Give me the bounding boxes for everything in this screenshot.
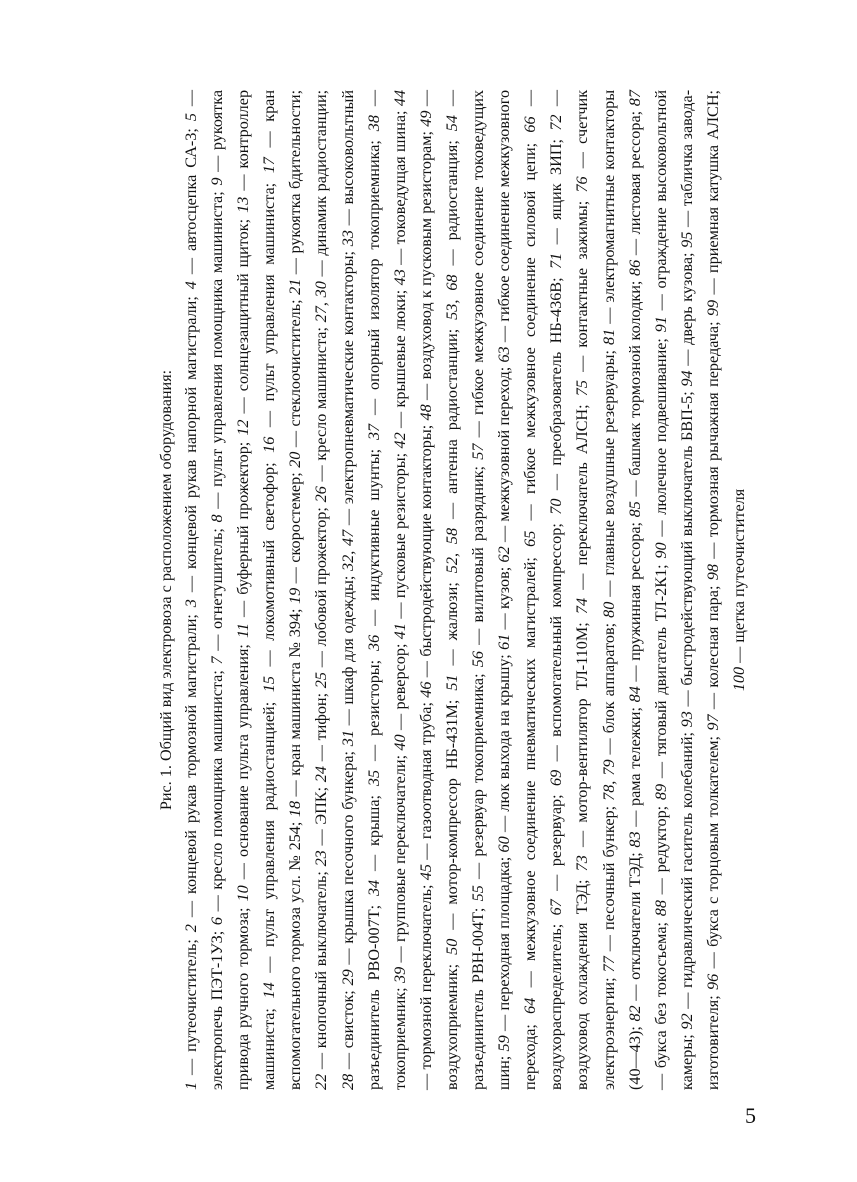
legend-item-number: 62 <box>495 546 514 563</box>
legend-item: 3 — концевой рукав напорной магистрали; <box>182 289 200 608</box>
legend-item: 5 — электропечь ПЭТ-1УЗ; <box>182 89 227 1090</box>
legend-item-number: 80 <box>599 601 618 618</box>
legend-item: 32, 47 — электропневматические контакторы; <box>338 246 357 571</box>
legend-item-text: отключатели ТЭД <box>625 856 644 980</box>
legend-item-number: 67 <box>547 899 566 916</box>
legend-item-text: дверь кузова <box>677 256 696 345</box>
legend-item-text: тяговый двигатель ТЛ-2К1 <box>651 568 670 757</box>
legend-item-text: кузов <box>495 571 514 610</box>
legend-item-text: рукоятка бдительности <box>286 94 305 254</box>
legend-item-number: 82 <box>625 1005 644 1022</box>
legend-item-text: кран вспомогательного тормоза усл. № 254 <box>260 89 305 1090</box>
legend-item: 75 — контактные зажимы; <box>573 192 592 397</box>
legend-item-number: 64 <box>521 997 540 1014</box>
legend-item: 40 — реверсор; <box>390 639 409 751</box>
legend-item: 29 — крышка песочного бункера; <box>338 746 357 986</box>
legend-item: 24 — тифон; <box>312 688 331 783</box>
legend-item-number: 13 <box>234 196 253 213</box>
legend-item: 14 — пульт управления радиостанцией; <box>260 692 279 999</box>
legend-item-text: люлечное подвешивание <box>651 342 670 515</box>
legend-item-number: 60 <box>495 836 514 853</box>
legend-item-number: 17 <box>260 157 279 174</box>
legend-item: 87 — букса без токосъема; <box>625 90 670 1090</box>
legend-item-text: пульт управления машиниста <box>260 187 279 402</box>
legend-item-text: пусковые резисторы <box>390 457 409 599</box>
legend-item-text: приемная катушка АЛСН <box>703 94 722 274</box>
legend-item-number: 85 <box>625 501 644 518</box>
legend-item: 17 — кран вспомогательного тормоза усл. № 254; <box>260 89 305 1090</box>
legend-item-number: 87 <box>625 90 644 107</box>
legend-item-text: листовая рессора <box>625 115 644 235</box>
legend-item-number: 4 <box>182 281 200 290</box>
legend-item: 80 — главные воздушные резервуары; <box>599 344 618 618</box>
legend-item: 55 — резервуар токоприемника; <box>469 667 488 902</box>
legend-item-text: тормозная рычажная передача <box>703 325 722 538</box>
legend-item-number: 36 <box>364 634 383 651</box>
legend-item-text: реверсор <box>390 648 409 710</box>
legend-item-text: крышевые люки <box>390 294 409 408</box>
legend-item-number: 49 <box>416 110 435 127</box>
legend-item-text: гидравлический гаситель колебаний <box>677 736 696 988</box>
legend-item: 37 — опорный изолятор токоприемника; <box>364 131 383 441</box>
legend-item-text: токоведущая шина <box>390 114 409 245</box>
legend-item-number: 57 <box>469 443 488 460</box>
legend-item-number: 48 <box>416 404 435 421</box>
legend-item-number: 52, 58 <box>442 527 461 574</box>
legend-item: 83 — рама тележки; <box>625 702 644 848</box>
legend-item-number: 35 <box>364 769 383 787</box>
legend-item: 6 — кресло помощника машиниста; <box>208 664 227 926</box>
legend-item-text: ЭПК <box>312 791 331 825</box>
legend-item-text: огнетушитель <box>208 532 227 629</box>
legend-item: 82 — отключатели ТЭД; <box>625 847 644 1022</box>
legend-item: 100 — щетка путеочистителя <box>729 488 748 692</box>
legend-item-number: 32, 47 <box>338 529 357 571</box>
legend-item-number: 7 <box>208 656 227 665</box>
legend-item-text: блок аппаратов <box>599 627 618 734</box>
legend-item: 27, 30 — динамик радиостанции; <box>312 89 331 323</box>
legend-item-text: индуктивные шунты <box>364 453 383 601</box>
legend-item: 85 — башмак тормозной колодки; <box>625 275 644 518</box>
legend-item-text: переходная площадка <box>495 861 514 1011</box>
legend-item-text: преобразователь НБ-436В <box>547 281 566 466</box>
legend-item-number: 74 <box>573 597 592 615</box>
legend-item-number: 90 <box>651 542 670 559</box>
legend-item: 67 — резервуар; <box>547 785 566 916</box>
legend-item-number: 23 <box>312 850 331 867</box>
legend-item-text: газоотводная труба <box>416 706 435 840</box>
legend-item-number: 53, 68 <box>442 274 461 320</box>
legend-item: 90 — люлечное подвешивание; <box>651 332 670 559</box>
legend-item-text: лобовой прожектор <box>312 511 331 647</box>
legend-item-number: 9 <box>208 177 227 186</box>
legend-item-number: 3 <box>182 599 200 608</box>
legend-item-text: воздуховод охлаждения ТЭД <box>573 884 592 1090</box>
legend-item-number: 83 <box>625 831 644 848</box>
legend-item: 86 — листовая рессора; <box>625 106 644 276</box>
legend-item: 43 — токоведущая шина; <box>390 106 409 286</box>
legend-item-number: 28 <box>338 1073 357 1090</box>
legend-item-text: путеочиститель <box>182 943 200 1052</box>
legend-item-number: 75 <box>573 380 592 397</box>
legend-item: 21 — рукоятка бдительности; <box>286 89 305 295</box>
legend-item: 33 — высоковольтный разъединитель РВО-007Т; <box>338 89 383 1090</box>
legend-item-text: мотор-вентилятор ТЛ-110М <box>573 626 592 823</box>
legend-item-text: рукоятка привода ручного тормоза <box>208 89 253 1090</box>
legend-item-text: табличка завода-изготовителя <box>677 89 722 1090</box>
legend-item-text: пружинная рессора <box>625 526 644 661</box>
legend-item-text: пульт управления радиостанцией <box>260 706 279 948</box>
legend-item-number: 18 <box>286 800 305 818</box>
legend-item-text: буферный прожектор <box>234 446 253 595</box>
legend-item-text: высоковольтный разъединитель РВО-007Т <box>338 89 383 1090</box>
legend-item-number: 16 <box>260 436 279 453</box>
legend-item-number: 93 <box>677 711 696 728</box>
legend-item-text: воздухоприемник <box>442 968 461 1090</box>
legend-item: 39 — групповые переключатели; <box>390 750 409 984</box>
legend-item-number: 21 <box>286 278 305 295</box>
legend-item: 9 — рукоятка привода ручного тормоза; <box>208 89 253 1090</box>
legend-item: 1 — путеочиститель; <box>182 932 200 1090</box>
legend-item-text: вспомогательный компрессор <box>547 527 566 737</box>
legend-item: 36 — индуктивные шунты; <box>364 440 383 651</box>
legend-item-number: 15 <box>260 676 279 693</box>
legend-item: 57 — гибкое межкузовное соединение токоведущих шин; <box>469 89 514 1090</box>
legend-item-number: 2 <box>182 924 200 933</box>
legend-item: 61 — кузов; <box>495 562 514 650</box>
page-number: 5 <box>745 1103 756 1128</box>
legend-item-number: 41 <box>390 623 409 640</box>
legend-item: 95 — табличка завода-изготовителя; <box>677 89 722 1090</box>
legend-item: 77 — песочный бункер; <box>599 800 618 973</box>
legend-item-text: электропневматические контакторы <box>338 255 357 505</box>
legend-item: 78, 79 — блок аппаратов; <box>599 617 618 801</box>
legend-item: 45 — газоотводная труба; <box>416 697 435 881</box>
legend-item-number: 19 <box>286 587 305 604</box>
legend-item: 42 — крышевые люки; <box>390 285 409 449</box>
legend-item-number: 51 <box>442 674 461 691</box>
legend-item: 23 — ЭПК; <box>312 782 331 867</box>
legend-item: 99 — приемная катушка АЛСН; <box>703 89 722 317</box>
legend-item-text: колесная пара <box>703 590 722 688</box>
legend-item-text: концевой рукав тормозной магистрали <box>182 618 200 895</box>
legend-item-number: 14 <box>260 982 279 999</box>
legend-item: 56 — вилитовый разрядник; <box>469 459 488 668</box>
legend-item-number: 55 <box>469 885 488 902</box>
legend-item-number: 70 <box>547 498 566 515</box>
legend-item-text: щетка путеочистителя <box>729 488 748 643</box>
legend-item-number: 86 <box>625 259 644 276</box>
legend-item-number: 12 <box>234 419 253 436</box>
legend-item: 48 — воздуховод к пусковым резисторам; <box>416 126 435 421</box>
legend-item-text: солнцезащитный щиток <box>234 223 253 392</box>
legend-item-number: 37 <box>364 423 383 441</box>
legend-item-number: 42 <box>390 432 409 449</box>
legend-item-number: 50 <box>442 938 461 955</box>
legend-item-number: 92 <box>677 1013 696 1030</box>
legend-item: 8 — пульт управления помощника машиниста; <box>208 185 227 523</box>
legend-item: 71 — ящик ЗИП; <box>547 130 566 269</box>
legend-item-text: межкузовное соединение пневматических магистралей <box>521 561 540 961</box>
legend-item-text: шкаф для одежды <box>338 580 357 705</box>
legend-item: 26 — кресло машиниста; <box>312 322 331 503</box>
legend-item: 28 — свисток; <box>338 985 357 1090</box>
legend-item-text: главные воздушные резервуары <box>599 354 618 576</box>
legend-item-number: 77 <box>599 956 618 973</box>
legend-item-number: 45 <box>416 864 435 881</box>
legend-item: 13 — контроллер машиниста; <box>234 89 279 1090</box>
legend-item: 25 — лобовой прожектор; <box>312 502 331 689</box>
legend-item-number: 81 <box>599 328 618 345</box>
legend-item-text: резервуар <box>547 798 566 867</box>
legend-item: 93 — быстродействующий выключатель БВП-5; <box>677 386 696 728</box>
legend-item: 97 — колесная пара; <box>703 580 722 731</box>
legend-item-number: 91 <box>651 316 670 333</box>
legend-item-text: кресло машиниста <box>312 331 331 461</box>
legend-item-number: 69 <box>547 769 566 786</box>
legend-item: 10 — основание пульта управления; <box>234 638 253 902</box>
legend-item: 96 — букса с торцовым толкателем; <box>703 730 722 990</box>
legend-item-text: рама тележки <box>625 711 644 806</box>
legend-item: 74 — переключатель АЛСН; <box>573 396 592 615</box>
legend-item: 2 — концевой рукав тормозной магистрали; <box>182 607 200 933</box>
legend-item: 7 — огнетушитель; <box>208 522 227 665</box>
legend-item-number: 27, 30 <box>312 281 331 323</box>
legend-item-number: 88 <box>651 900 670 917</box>
legend-item-number: 33 <box>338 230 357 247</box>
legend-item-text: букса с торцовым толкателем <box>703 740 722 947</box>
legend-item-text: быстродействующие контакторы <box>416 429 435 657</box>
legend-item-text: редуктор <box>651 810 670 873</box>
legend-item-text: свисток <box>338 994 357 1049</box>
legend-item-text: контактные зажимы <box>573 205 592 348</box>
legend-item-number: 43 <box>390 269 409 286</box>
legend-item: 76 — счетчик электроэнергии; <box>573 89 618 1090</box>
legend-item-text: резервуар токоприемника <box>469 677 488 857</box>
legend-item-text: крышка песочного бункера <box>338 755 357 944</box>
legend-item-number: 1 <box>182 1081 200 1090</box>
legend-item: 59 — переходная площадка; <box>495 852 514 1052</box>
legend-item: 64 — межкузовное соединение пневматических магистралей; <box>521 546 540 1014</box>
legend-item-number: 39 <box>390 966 409 984</box>
legend-item-number: 89 <box>651 783 670 801</box>
legend-item-number: 26 <box>312 486 331 503</box>
legend-item-number: 63 <box>495 346 514 363</box>
legend-item: 50 — мотор-компрессор НБ-431М; <box>442 690 461 955</box>
legend-item-text: тифон <box>312 697 331 741</box>
legend-item-number: 76 <box>573 176 592 193</box>
legend-item-number: 98 <box>703 564 722 581</box>
legend-item: 51 — жалюзи; <box>442 573 461 691</box>
legend-item-text: кресло помощника машиниста <box>208 674 227 890</box>
legend-item-number: 61 <box>495 633 514 650</box>
legend-item: 20 — стеклоочиститель; <box>286 294 305 468</box>
legend-item-number: 95 <box>677 231 696 248</box>
legend-item: 60 — люк выхода на крышу; <box>495 649 514 853</box>
rotated-caption-block <box>157 90 747 1090</box>
legend-item: 73 — мотор-вентилятор ТЛ-110М; <box>573 614 592 872</box>
legend-item: 11 — буферный прожектор; <box>234 435 253 639</box>
legend-item: 4 — автосцепка СА-3; <box>182 121 200 290</box>
legend-item-text: мотор-компрессор НБ-431М <box>442 704 461 905</box>
legend-item-text: опорный изолятор токоприемника <box>364 144 383 390</box>
legend-item: 44 — тормозной переключатель; <box>390 89 435 1090</box>
legend-item: 66 — воздухораспределитель; <box>521 89 566 1090</box>
legend-item-number: 10 <box>234 885 253 902</box>
legend-item-number: 71 <box>547 252 566 269</box>
legend-item: 70 — преобразователь НБ-436В; <box>547 269 566 515</box>
legend-item-text: электропечь ПЭТ-1УЗ <box>208 935 227 1090</box>
legend-item-text: резисторы <box>364 664 383 736</box>
legend-item: 12 — солнцезащитный щиток; <box>234 212 253 436</box>
legend-item-text: радиостанция <box>442 144 461 241</box>
legend-item-text: концевой рукав напорной магистрали <box>182 300 200 569</box>
figure-caption-title: Рис. 1. Общий вид электровоза с расположением оборудования: <box>157 369 175 811</box>
legend-item-number: 56 <box>469 651 488 668</box>
legend-item: 62 — межкузовной переход; <box>495 362 514 563</box>
legend-item-number: 8 <box>208 514 227 523</box>
legend-item-text: разъединитель РВН-004Т <box>469 912 488 1090</box>
legend-item-text: воздуховод к пусковым резисторам <box>416 135 435 380</box>
legend-item-text: гибкое соединение межкузовного перехода <box>495 89 540 1090</box>
legend-item-text: автосцепка СА-3 <box>182 132 200 252</box>
legend-item: 69 — вспомогательный компрессор; <box>547 514 566 786</box>
legend-item-text: пульт управления помощника машиниста <box>208 195 227 487</box>
legend-item-text: тормозной переключатель <box>416 889 435 1070</box>
legend-item-text: стеклоочиститель <box>286 303 305 427</box>
legend-item-number: 44 <box>390 89 409 107</box>
legend-item-number: 25 <box>312 672 331 689</box>
legend-item: 18 — кран машиниста № 394; <box>286 604 305 818</box>
legend-item-number: 96 <box>703 973 722 990</box>
legend-item: 35 — резисторы; <box>364 650 383 787</box>
legend-item-text: групповые переключатели <box>390 759 409 942</box>
legend-item-text: основание пульта управления <box>234 648 253 858</box>
legend-item: 49 — воздухоприемник; <box>416 89 461 1090</box>
legend-item-text: токоприемник <box>390 991 409 1090</box>
legend-item: 31 — шкаф для одежды; <box>338 570 357 747</box>
legend-item-number: 20 <box>286 451 305 468</box>
legend-item-number: 84 <box>625 686 644 703</box>
legend-item-text: скоростемер <box>286 476 305 563</box>
legend-item-number: 29 <box>338 969 357 986</box>
legend-item-text: люк выхода на крышу <box>495 658 514 812</box>
legend-item: 22 — кнопочный выключатель; <box>312 866 331 1090</box>
legend-item: 98 — тормозная рычажная передача; <box>703 316 722 581</box>
legend-item-text: башмак тормозной колодки <box>625 285 644 476</box>
legend-item-text: кнопочный выключатель <box>312 875 331 1049</box>
legend-item-number: 46 <box>416 681 435 698</box>
legend-item: 54 — разъединитель РВН-004Т; <box>442 89 488 1090</box>
legend-item-text: быстродействующий выключатель БВП-5 <box>677 395 696 686</box>
legend-item-text: гибкое межкузовное соединение силовой цепи <box>521 147 540 495</box>
legend-item-number: 24 <box>312 766 331 783</box>
legend-item-number: 97 <box>703 714 722 731</box>
legend-item-number: 94 <box>677 370 696 387</box>
legend-item-number: 78, 79 <box>599 759 618 801</box>
legend-item-text: контроллер машиниста <box>234 89 279 1090</box>
legend-item: 72 — воздуховод охлаждения ТЭД; <box>547 89 592 1090</box>
legend-item-text: ящик ЗИП <box>547 143 566 220</box>
legend-item: 52, 58 — антенна радиостанции; <box>442 319 461 574</box>
legend-item-number: 11 <box>234 623 253 639</box>
legend-item-text: жалюзи <box>442 586 461 641</box>
legend-item-text: гибкое межкузовное соединение токоведущих шин <box>469 89 514 1090</box>
legend-item: 41 — пусковые резисторы; <box>390 448 409 640</box>
legend-item-text: счетчик электроэнергии <box>573 89 618 1090</box>
legend-item-text: кран машиниста № 394 <box>286 612 305 776</box>
legend-item-number: 72 <box>547 114 566 131</box>
legend-item: 16 — пульт управления машиниста; <box>260 173 279 453</box>
legend-item: 94 — дверь кузова; <box>677 247 696 387</box>
legend-item: 92 — гидравлический гаситель колебаний; <box>677 727 696 1030</box>
legend-item-number: 31 <box>338 730 357 747</box>
legend-item: 65 — гибкое межкузовное соединение силовой цепи; <box>521 132 540 547</box>
legend-item: 46 — быстродействующие контакторы; <box>416 420 435 698</box>
legend-item-text: крыша <box>364 799 383 846</box>
legend-item-text: букса без токосъема <box>651 926 670 1069</box>
legend-item-text: антенна радиостанции <box>442 333 461 494</box>
legend-item-text: динамик радиостанции <box>312 94 331 256</box>
legend-item-number: 38 <box>364 115 383 132</box>
legend-item-number: 73 <box>573 855 592 872</box>
legend-item-number: 100 <box>729 666 748 692</box>
legend-item-text: воздухораспределитель <box>547 928 566 1090</box>
legend-item-text: ограждение высоковольтной камеры <box>651 89 696 1090</box>
legend-item-text: межкузовной переход <box>495 371 514 522</box>
legend-item: 91 — ограждение высоковольтной камеры; <box>651 89 696 1090</box>
legend-item: 19 — скоростемер; <box>286 467 305 604</box>
legend-item: 84 — пружинная рессора; <box>625 517 644 703</box>
legend-item-number: 5 <box>182 113 200 122</box>
figure-caption-legend <box>178 90 752 1090</box>
legend-item-number: 99 <box>703 299 722 317</box>
legend-item: 15 — локомотивный светофор; <box>260 452 279 693</box>
legend-item-text: песочный бункер <box>599 810 618 930</box>
legend-item-text: электромагнитные контакторы (40—43) <box>599 89 644 1090</box>
legend-item-number: 59 <box>495 1035 514 1052</box>
legend-item-number: 66 <box>521 116 540 133</box>
legend-item: 63 — гибкое соединение межкузовного перехода; <box>495 89 540 1090</box>
legend-item-number: 6 <box>208 917 227 926</box>
legend-item: 38 — токоприемник; <box>364 89 409 1090</box>
legend-item: 88 — редуктор; <box>651 800 670 917</box>
legend-item-text: локомотивный светофор <box>260 466 279 641</box>
legend-item: 81 — электромагнитные контакторы (40—43); <box>599 89 644 1090</box>
legend-item: 34 — крыша; <box>364 786 383 897</box>
legend-item: 89 — тяговый двигатель ТЛ-2К1; <box>651 558 670 801</box>
legend-item-number: 65 <box>521 530 540 547</box>
legend-item-number: 22 <box>312 1073 331 1090</box>
legend-item-number: 54 <box>442 115 461 132</box>
legend-item-number: 40 <box>390 734 409 751</box>
legend-item: 53, 68 — радиостанция; <box>442 131 461 320</box>
legend-item-number: 34 <box>364 879 383 897</box>
legend-item-text: переключатель АЛСН <box>573 408 592 566</box>
legend-item-text: вилитовый разрядник <box>469 470 488 623</box>
